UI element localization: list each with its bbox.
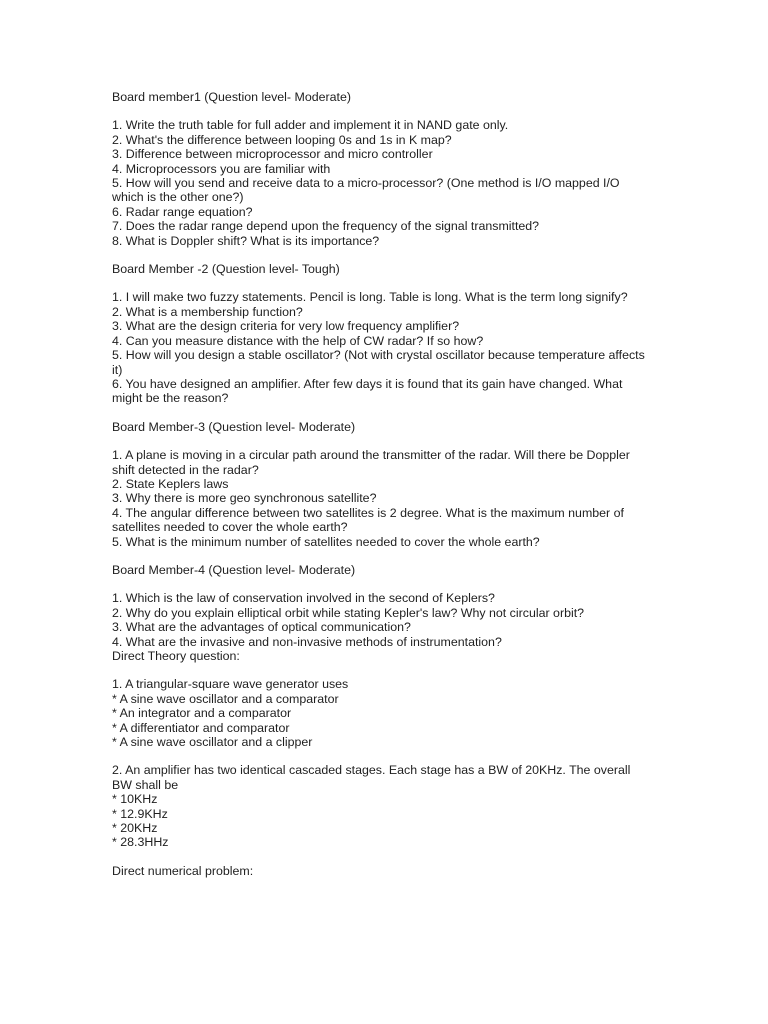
question-item: 2. What is a membership function? bbox=[112, 304, 303, 319]
question-item: 3. Difference between microprocessor and micro controller bbox=[112, 147, 433, 162]
question-item: 1. I will make two fuzzy statements. Pencil is long. Table is long. What is the term long signify? bbox=[112, 290, 628, 305]
question-item: 4. Can you measure distance with the help of CW radar? If so how? bbox=[112, 333, 484, 348]
question-item: 6. You have designed an amplifier. After few days it is found that its gain have changed. What might be the reason? bbox=[112, 376, 623, 406]
theory-heading: Direct Theory question: bbox=[112, 649, 240, 663]
question-item: 4. What are the invasive and non-invasive methods of instrumentation? bbox=[112, 634, 502, 649]
question-list bbox=[112, 290, 652, 405]
theory-question-2 bbox=[112, 763, 652, 849]
question-item: 5. How will you design a stable oscillator? (Not with crystal oscillator because temperature affects it) bbox=[112, 348, 645, 377]
question-text: 1. A triangular-square wave generator uses bbox=[112, 677, 349, 692]
section-board-member-4 bbox=[112, 563, 652, 649]
question-item: 7. Does the radar range depend upon the frequency of the signal transmitted? bbox=[112, 219, 540, 234]
answer-option: * 12.9KHz bbox=[112, 806, 168, 821]
answer-option: * 10KHz bbox=[112, 792, 158, 807]
answer-option: * A differentiator and comparator bbox=[112, 720, 290, 735]
answer-option: * A sine wave oscillator and a clipper bbox=[112, 735, 313, 750]
document-body bbox=[112, 90, 652, 892]
question-item: 3. Why there is more geo synchronous satellite? bbox=[112, 491, 377, 506]
question-item: 1. Which is the law of conservation involved in the second of Keplers? bbox=[112, 591, 495, 606]
question-list bbox=[112, 591, 652, 649]
question-item: 2. State Keplers laws bbox=[112, 476, 229, 491]
theory-question-1 bbox=[112, 677, 652, 749]
section-heading: Board Member-3 (Question level- Moderate) bbox=[112, 419, 356, 434]
answer-option: * An integrator and a comparator bbox=[112, 706, 292, 721]
section-heading: Board Member -2 (Question level- Tough) bbox=[112, 262, 340, 277]
answer-option: * 20KHz bbox=[112, 821, 158, 836]
question-item: 5. How will you send and receive data to a micro-processor? (One method is I/O mapped I/O which is the other one?) bbox=[112, 176, 620, 205]
question-list bbox=[112, 448, 652, 549]
question-item: 4. The angular difference between two satellites is 2 degree. What is the maximum number of satellites needed to cover the whole earth? bbox=[112, 505, 624, 535]
question-item: 3. What are the design criteria for very low frequency amplifier? bbox=[112, 319, 460, 334]
question-item: 5. What is the minimum number of satellites needed to cover the whole earth? bbox=[112, 534, 540, 549]
question-list bbox=[112, 118, 652, 248]
question-item: 2. Why do you explain elliptical orbit while stating Kepler's law? Why not circular orbit? bbox=[112, 605, 585, 620]
question-item: 8. What is Doppler shift? What is its importance? bbox=[112, 233, 380, 248]
answer-option: * A sine wave oscillator and a comparator bbox=[112, 691, 339, 706]
question-item: 2. What's the difference between looping 0s and 1s in K map? bbox=[112, 132, 452, 147]
question-item: 1. Write the truth table for full adder and implement it in NAND gate only. bbox=[112, 118, 509, 133]
section-board-member-2 bbox=[112, 262, 652, 406]
answer-option: * 28.3HHz bbox=[112, 835, 169, 850]
question-item: 6. Radar range equation? bbox=[112, 204, 253, 219]
question-item: 1. A plane is moving in a circular path around the transmitter of the radar. Will there be Doppler shift detected in the radar? bbox=[112, 448, 630, 477]
section-heading: Board member1 (Question level- Moderate) bbox=[112, 90, 351, 104]
section-board-member-3 bbox=[112, 420, 652, 549]
section-board-member-1 bbox=[112, 90, 652, 248]
question-text: 2. An amplifier has two identical cascaded stages. Each stage has a BW of 20KHz. The overall BW shall be bbox=[112, 763, 631, 792]
numerical-heading: Direct numerical problem: bbox=[112, 863, 254, 878]
question-item: 3. What are the advantages of optical communication? bbox=[112, 620, 411, 635]
question-item: 4. Microprocessors you are familiar with bbox=[112, 161, 331, 176]
section-heading: Board Member-4 (Question level- Moderate) bbox=[112, 562, 356, 577]
